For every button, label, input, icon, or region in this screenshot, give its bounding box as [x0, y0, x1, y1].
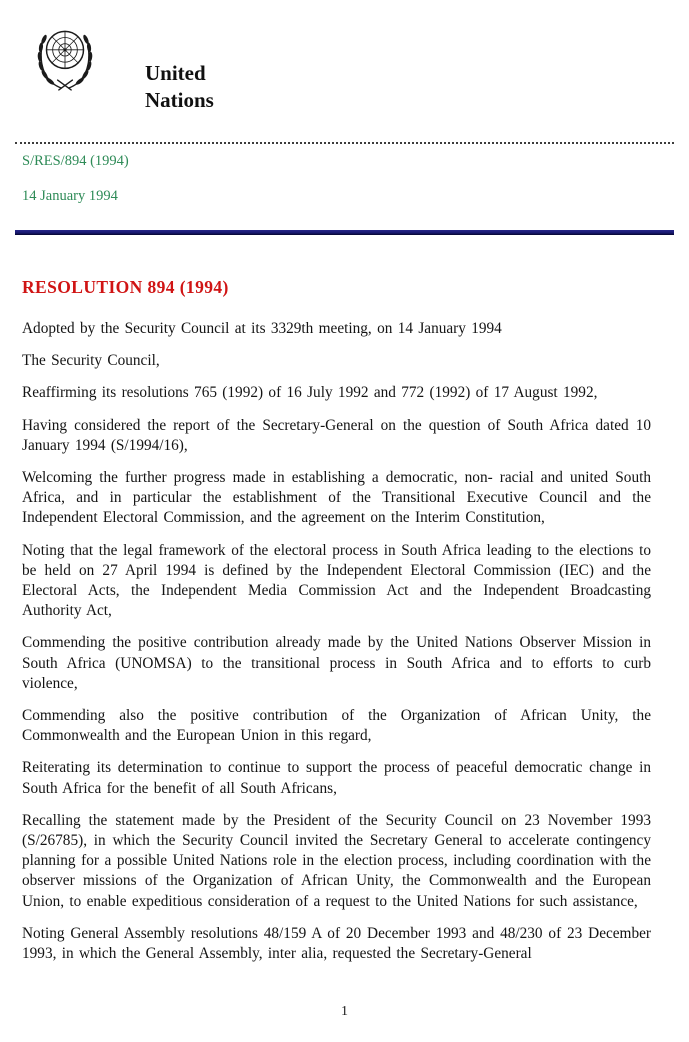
paragraph-reaffirming: Reaffirming its resolutions 765 (1992) of 16 July 1992 and 772 (1992) of 17 August 1992, — [22, 384, 598, 402]
org-name-line1: United — [145, 61, 206, 85]
document-header — [0, 0, 689, 142]
paragraph-recalling: Recalling the statement made by the President of the Security Council on 23 November 1993 (S/26785), in which the Security Council invited the Secretary General to accelerate contingency planning for a possible United Nations role in the election process, including coordination with the observer missions of the Organization of African Unity, the Commonwealth and the European Union, to enable expeditious consideration of a request to the United Nations for such assistance, — [22, 811, 651, 910]
paragraph-noting-ga: Noting General Assembly resolutions 48/159 A of 20 December 1993 and 48/230 of 23 December 1993, in which the General Assembly, inter alia, requested the Secretary-General — [22, 924, 651, 963]
paragraph-noting-framework: Noting that the legal framework of the electoral process in South Africa leading to the elections to be held on 27 April 1994 is defined by the Independent Electoral Commission (IEC) and the Electoral Acts, the Independent Media Commission Act and the Independent Broadcasting Authority Act, — [22, 541, 651, 620]
paragraph-commending-unomsa: Commending the positive contribution already made by the United Nations Observer Mission in South Africa (UNOMSA) to the transitional process in South Africa and to efforts to curb violence, — [22, 634, 651, 692]
org-name — [145, 60, 214, 114]
un-emblem-icon — [28, 10, 102, 102]
paragraph-commending-also: Commending also the positive contribution of the Organization of African Unity, the Commonwealth and the European Union in this regard, — [22, 707, 651, 745]
resolution-body — [22, 319, 651, 964]
paragraph-reiterating: Reiterating its determination to continue to support the process of peaceful democratic change in South Africa for the benefit of all South Africans, — [22, 759, 651, 797]
org-name-line2: Nations — [145, 88, 214, 112]
dotted-rule — [15, 142, 674, 144]
resolution-title: RESOLUTION 894 (1994) — [22, 277, 229, 297]
paragraph-adopted: Adopted by the Security Council at its 3329th meeting, on 14 January 1994 — [22, 320, 502, 337]
paragraph-security-council: The Security Council, — [22, 352, 160, 370]
paragraph-welcoming: Welcoming the further progress made in establishing a democratic, non- racial and united South Africa, and in particular the establishment of the Transitional Executive Council and the Independent Electoral Commission, and the agreement on the Interim Constitution, — [22, 469, 651, 527]
document-date: 14 January 1994 — [22, 188, 118, 204]
paragraph-having-considered: Having considered the report of the Secretary-General on the question of South Africa dated 10 January 1994 (S/1994/16), — [22, 416, 651, 454]
page-number: 1 — [341, 1004, 348, 1019]
navy-rule — [15, 230, 674, 235]
document-symbol: S/RES/894 (1994) — [22, 153, 129, 169]
